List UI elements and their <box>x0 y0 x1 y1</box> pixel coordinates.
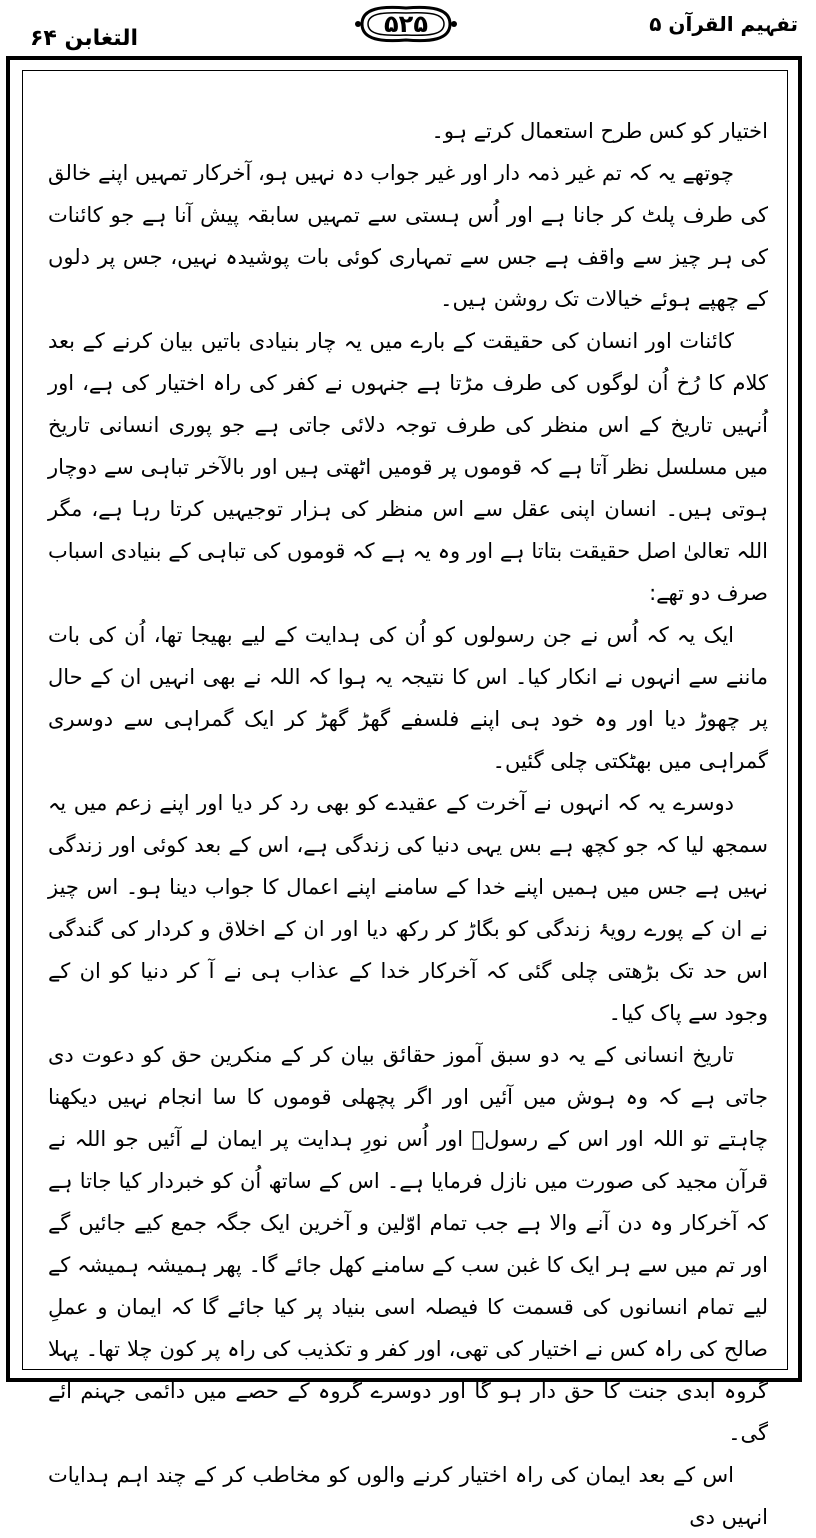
paragraph: چوتھے یہ کہ تم غیر ذمہ دار اور غیر جواب دہ نہیں ہو، آخرکار تمہیں اپنے خالق کی طرف پلٹ کر جانا ہے اور اُس ہستی سے تمہیں سابقہ پیش آنا ہے جو کائنات کی ہر چیز سے واقف ہے جس سے تمہاری کوئی بات پوشیدہ نہیں، جس پر دلوں کے چھپے ہوئے خیالات تک روشن ہیں۔ <box>48 161 768 311</box>
paragraph: دوسرے یہ کہ انہوں نے آخرت کے عقیدے کو بھی رد کر دیا اور اپنے زعم میں یہ سمجھ لیا کہ جو کچھ ہے بس یہی دنیا کی زندگی ہے، اس کے بعد کوئی اور زندگی نہیں ہے جس میں ہمیں اپنے خدا کے سامنے اپنے اعمال کا جواب دینا ہو۔ اس چیز نے ان کے پورے رویۂ زندگی کو بگاڑ کر رکھ دیا اور ان کے اخلاق و کردار کی گندگی اس حد تک بڑھتی چلی گئی کہ آخرکار خدا کے عذاب ہی نے آ کر دنیا کو ان کے وجود سے پاک کیا۔ <box>48 791 768 1025</box>
paragraph: اختیار کو کس طرح استعمال کرتے ہو۔ <box>431 119 768 143</box>
page-number: ۵۲۵ <box>384 10 428 38</box>
book-title: تفہیم القرآن ۵ <box>649 12 798 36</box>
surah-label: التغابن ۶۴ <box>30 26 139 51</box>
page-header <box>0 0 816 62</box>
body-text <box>48 110 768 1529</box>
paragraph: کائنات اور انسان کی حقیقت کے بارے میں یہ چار بنیادی باتیں بیان کرنے کے بعد کلام کا رُخ اُن لوگوں کی طرف مڑتا ہے جنہوں نے کفر کی راہ اختیار کی ہے، اور اُنہیں تاریخ کے اس منظر کی طرف توجہ دلائی جاتی ہے جو پوری انسانی تاریخ میں مسلسل نظر آتا ہے کہ قوموں پر قومیں اٹھتی ہیں اور بالآخر تباہی سے دوچار ہوتی ہیں۔ انسان اپنی عقل سے اس منظر کی ہزار توجیہیں کرتا رہا ہے، مگر اللہ تعالیٰ اصل حقیقت بتاتا ہے اور وہ یہ ہے کہ قوموں کی تباہی کے بنیادی اسباب صرف دو تھے: <box>48 329 768 605</box>
paragraph: ایک یہ کہ اُس نے جن رسولوں کو اُن کی ہدایت کے لیے بھیجا تھا، اُن کی بات ماننے سے انہوں نے انکار کیا۔ اس کا نتیجہ یہ ہوا کہ اللہ نے بھی انہیں ان کے حال پر چھوڑ دیا اور وہ خود ہی اپنے فلسفے گھڑ گھڑ کر ایک گمراہی سے دوسری گمراہی میں بھٹکتی چلی گئیں۔ <box>48 623 768 773</box>
page-number-badge <box>354 2 458 46</box>
paragraph: تاریخ انسانی کے یہ دو سبق آموز حقائق بیان کر کے منکرین حق کو دعوت دی جاتی ہے کہ وہ ہوش میں آئیں اور اگر پچھلی قوموں کا سا انجام نہیں دیکھنا چاہتے تو اللہ اور اس کے رسولؐ اور اُس نورِ ہدایت پر ایمان لے آئیں جو اللہ نے قرآن مجید کی صورت میں نازل فرمایا ہے۔ اس کے ساتھ اُن کو خبردار کیا جاتا ہے کہ آخرکار وہ دن آنے والا ہے جب تمام اوّلین و آخرین ایک جگہ جمع کیے جائیں گے اور تم میں سے ہر ایک کا غبن سب کے سامنے کھل جائے گا۔ پھر ہمیشہ ہمیشہ کے لیے تمام انسانوں کی قسمت کا فیصلہ اسی بنیاد پر کیا جائے گا کہ ایمان و عملِ صالح کی راہ کس نے اختیار کی تھی، اور کفر و تکذیب کی راہ پر کون چلا تھا۔ پہلا گروہ ابدی جنت کا حق دار ہو گا اور دوسرے گروہ کے حصے میں دائمی جہنم آئے گی۔ <box>48 1043 768 1445</box>
paragraph: اس کے بعد ایمان کی راہ اختیار کرنے والوں کو مخاطب کر کے چند اہم ہدایات انہیں دی <box>48 1463 768 1529</box>
